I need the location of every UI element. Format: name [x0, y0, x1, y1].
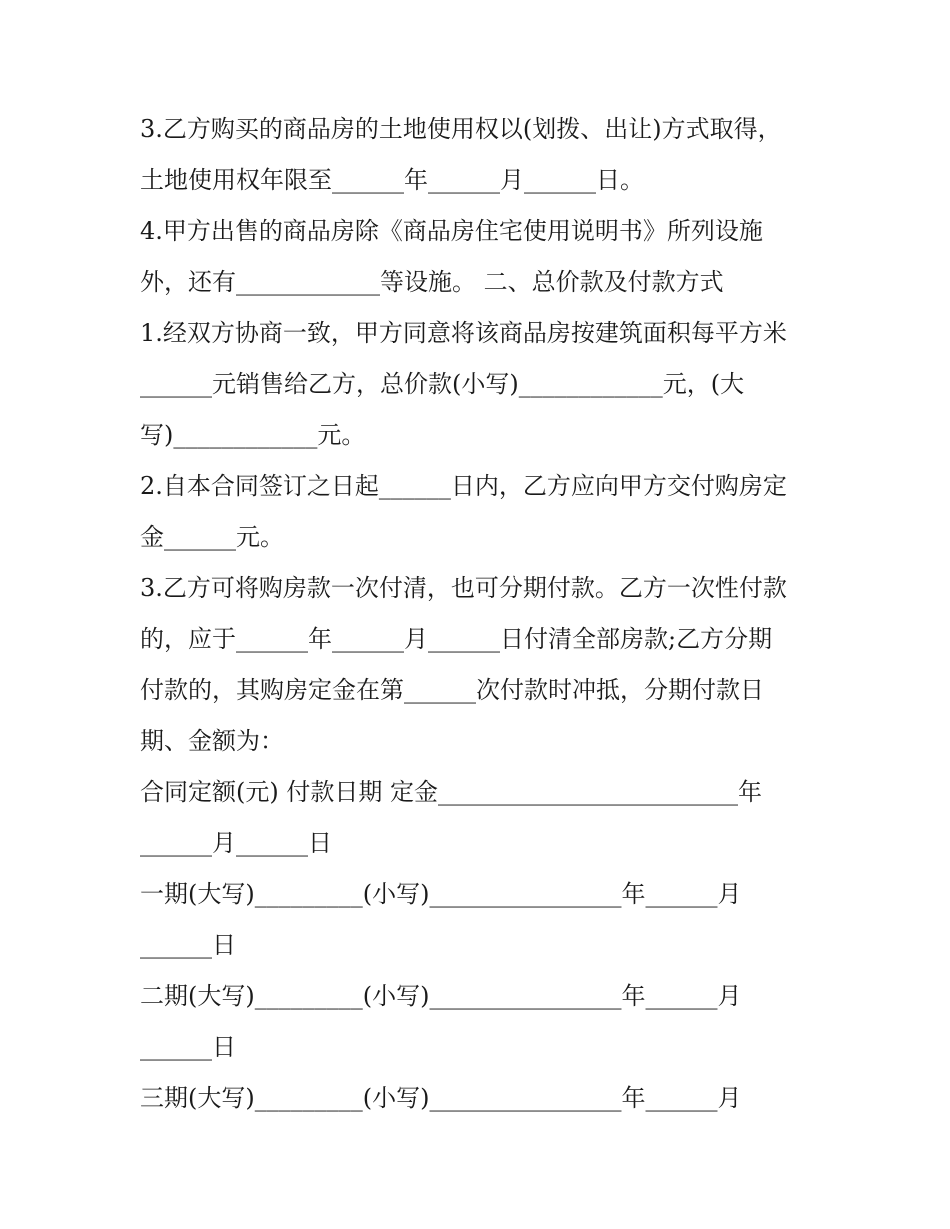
- text-line: 2.自本合同签订之日起______日内，乙方应向甲方交付购房定: [140, 472, 787, 500]
- text-line: 外，还有____________等设施。 二、总价款及付款方式: [140, 268, 724, 296]
- text-line: ______月______日: [140, 829, 332, 857]
- text-line: 写)____________元。: [140, 421, 366, 449]
- text-line: 4.甲方出售的商品房除《商品房住宅使用说明书》所列设施: [140, 217, 763, 245]
- text-line: ______元销售给乙方，总价款(小写)____________元，(大: [140, 370, 745, 398]
- text-line: 土地使用权年限至______年______月______日。: [140, 166, 644, 194]
- text-line: 1.经双方协商一致，甲方同意将该商品房按建筑面积每平方米: [140, 319, 787, 347]
- text-line: ______日: [140, 931, 236, 959]
- text-line: 期、金额为：: [140, 727, 284, 755]
- text-line: 3.乙方购买的商品房的土地使用权以(划拨、出让)方式取得，: [140, 115, 782, 143]
- text-line: 的，应于______年______月______日付清全部房款;乙方分期: [140, 625, 773, 653]
- text-line: 合同定额(元) 付款日期 定金_________________________年: [140, 778, 762, 806]
- text-line: 付款的，其购房定金在第______次付款时冲抵，分期付款日: [140, 676, 764, 704]
- contract-page: [140, 104, 820, 1124]
- text-line: 二期(大写)_________(小写)________________年______月: [140, 982, 742, 1010]
- text-line: 金______元。: [140, 523, 284, 551]
- text-line: 3.乙方可将购房款一次付清，也可分期付款。乙方一次性付款: [140, 574, 787, 602]
- text-line: 三期(大写)_________(小写)________________年______月: [140, 1084, 742, 1112]
- text-line: ______日: [140, 1033, 236, 1061]
- text-line: 一期(大写)_________(小写)________________年______月: [140, 880, 742, 908]
